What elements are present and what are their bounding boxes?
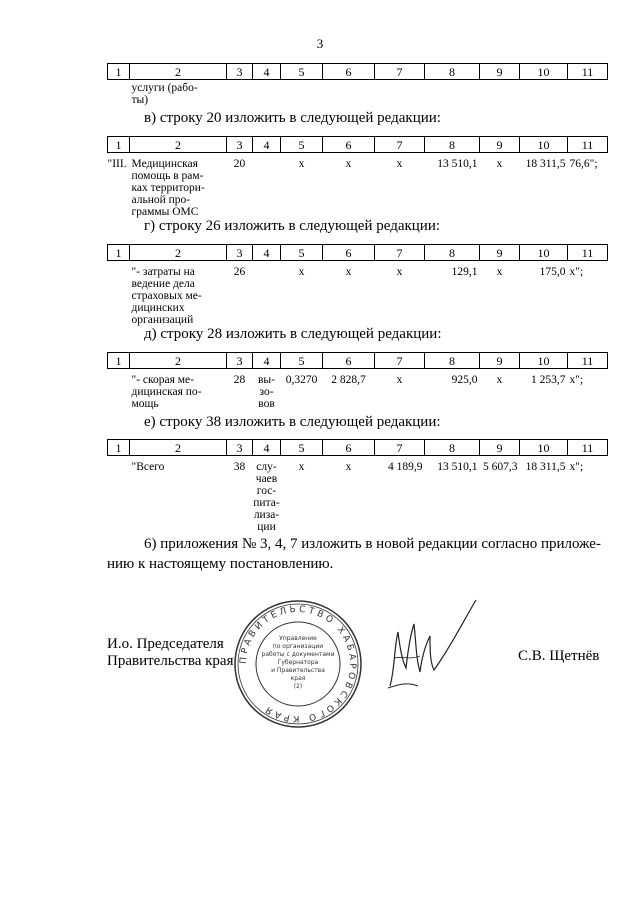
table-row bbox=[108, 153, 608, 219]
header-cell: 4 bbox=[253, 440, 281, 456]
cell-value: х bbox=[298, 461, 305, 473]
header-cell: 7 bbox=[375, 64, 425, 80]
header-cell: 2 bbox=[130, 245, 227, 261]
header-cell: 2 bbox=[130, 353, 227, 369]
header-cell: 10 bbox=[520, 64, 568, 80]
cell-unit: слу- чаев гос- пита- лиза- ции bbox=[253, 461, 280, 533]
header-cell: 1 bbox=[108, 440, 130, 456]
header-cell: 7 bbox=[375, 245, 425, 261]
header-cell: 10 bbox=[520, 245, 568, 261]
header-cell: 7 bbox=[375, 353, 425, 369]
signatory-title: И.о. Председателя Правительства края bbox=[107, 636, 234, 669]
header-cell: 9 bbox=[480, 353, 520, 369]
handwritten-signature-icon bbox=[380, 598, 480, 698]
cell-value: 18 311,5 bbox=[525, 158, 566, 170]
cell-value: х"; bbox=[569, 374, 584, 386]
table-header-row bbox=[108, 353, 608, 369]
header-cell: 4 bbox=[253, 64, 281, 80]
cell-value: 1 253,7 bbox=[531, 374, 566, 386]
header-cell: 9 bbox=[480, 64, 520, 80]
paragraph-v: в) строку 20 изложить в следующей редакции: bbox=[144, 110, 441, 126]
cell-value: 129,1 bbox=[451, 266, 478, 278]
header-cell: 11 bbox=[568, 137, 608, 153]
cell-value: х bbox=[396, 266, 403, 278]
cell-value: 13 510,1 bbox=[437, 461, 478, 473]
paragraph-e: е) строку 38 изложить в следующей редакции: bbox=[144, 414, 441, 430]
header-cell: 5 bbox=[281, 440, 323, 456]
header-cell: 11 bbox=[568, 245, 608, 261]
header-cell: 9 bbox=[480, 440, 520, 456]
header-cell: 5 bbox=[281, 137, 323, 153]
header-cell: 3 bbox=[227, 353, 253, 369]
cell-value: х bbox=[496, 158, 503, 170]
cell-name: "- скорая ме- дицинская по- мощь bbox=[131, 374, 202, 410]
cell-value: 5 607,3 bbox=[483, 461, 518, 473]
header-cell: 11 bbox=[568, 64, 608, 80]
page-number: 3 bbox=[316, 36, 324, 51]
cell-row-number: 28 bbox=[233, 374, 246, 386]
table-fragment-0 bbox=[107, 63, 608, 106]
cell-value: 18 311,5 bbox=[525, 461, 566, 473]
header-cell: 8 bbox=[425, 440, 480, 456]
svg-text:(2): (2) bbox=[293, 683, 303, 690]
cell-name: "- затраты на ведение дела страховых ме- дицинских организаций bbox=[131, 266, 202, 326]
header-cell: 9 bbox=[480, 245, 520, 261]
header-cell: 3 bbox=[227, 440, 253, 456]
cell-value: х bbox=[298, 266, 305, 278]
cell-value: 2 828,7 bbox=[331, 374, 366, 386]
header-cell: 5 bbox=[281, 64, 323, 80]
cell-unit bbox=[253, 153, 281, 219]
header-cell: 7 bbox=[375, 440, 425, 456]
table-row bbox=[108, 456, 608, 534]
svg-text:ПРАВИТЕЛЬСТВО ХАБАРОВСКОГО КРА: ПРАВИТЕЛЬСТВО ХАБАРОВСКОГО КРАЯ bbox=[238, 604, 358, 724]
cell-value: х bbox=[496, 374, 503, 386]
header-cell: 1 bbox=[108, 353, 130, 369]
header-cell: 10 bbox=[520, 353, 568, 369]
header-cell: 2 bbox=[130, 137, 227, 153]
table-row-38 bbox=[107, 439, 608, 533]
header-cell: 6 bbox=[323, 440, 375, 456]
table-row bbox=[108, 369, 608, 411]
paragraph-d: д) строку 28 изложить в следующей редакции: bbox=[144, 326, 442, 342]
header-cell: 8 bbox=[425, 137, 480, 153]
header-cell: 8 bbox=[425, 64, 480, 80]
cell-value: х bbox=[496, 266, 503, 278]
header-cell: 8 bbox=[425, 245, 480, 261]
cell-value: 925,0 bbox=[451, 374, 478, 386]
cell-name: услуги (рабо- ты) bbox=[131, 82, 198, 106]
table-header-row bbox=[108, 137, 608, 153]
header-cell: 8 bbox=[425, 353, 480, 369]
header-cell: 1 bbox=[108, 64, 130, 80]
paragraph-6: 6) приложения № 3, 4, 7 изложить в новой редакции согласно приложе- нию к настоящему постановлению. bbox=[107, 536, 601, 572]
header-cell: 4 bbox=[253, 137, 281, 153]
svg-text:Управление: Управление bbox=[279, 635, 317, 642]
header-cell: 6 bbox=[323, 64, 375, 80]
cell-value: х bbox=[298, 158, 305, 170]
header-cell: 2 bbox=[130, 440, 227, 456]
official-seal-icon bbox=[232, 598, 364, 730]
cell-value: х bbox=[396, 158, 403, 170]
cell-name: Медицинская помощь в рам- ках территори- альной про- граммы ОМС bbox=[131, 158, 205, 218]
cell-value: х"; bbox=[569, 266, 584, 278]
header-cell: 5 bbox=[281, 245, 323, 261]
svg-text:края: края bbox=[290, 675, 306, 682]
header-cell: 4 bbox=[253, 245, 281, 261]
cell-row-number: 20 bbox=[233, 158, 246, 170]
header-cell: 10 bbox=[520, 440, 568, 456]
cell-unit: вы- зо- вов bbox=[258, 374, 275, 410]
paragraph-g: г) строку 26 изложить в следующей редакции: bbox=[144, 218, 441, 234]
table-header-row bbox=[108, 245, 608, 261]
header-cell: 1 bbox=[108, 245, 130, 261]
header-cell: 5 bbox=[281, 353, 323, 369]
header-cell: 6 bbox=[323, 353, 375, 369]
header-cell: 9 bbox=[480, 137, 520, 153]
table-row bbox=[108, 80, 608, 107]
cell-section: "III. bbox=[107, 158, 127, 170]
table-row-28 bbox=[107, 352, 608, 410]
svg-text:Губернатора: Губернатора bbox=[277, 659, 319, 666]
header-cell: 1 bbox=[108, 137, 130, 153]
cell-value: х bbox=[396, 374, 403, 386]
cell-value: 0,3270 bbox=[285, 374, 318, 386]
table-header-row bbox=[108, 64, 608, 80]
header-cell: 7 bbox=[375, 137, 425, 153]
cell-value: 13 510,1 bbox=[437, 158, 478, 170]
header-cell: 10 bbox=[520, 137, 568, 153]
cell-row-number: 26 bbox=[233, 266, 246, 278]
signatory-name: С.В. Щетнёв bbox=[518, 648, 600, 664]
cell-value: 175,0 bbox=[539, 266, 566, 278]
cell-value: х bbox=[345, 461, 352, 473]
header-cell: 11 bbox=[568, 353, 608, 369]
table-row-26 bbox=[107, 244, 608, 326]
cell-name: "Всего bbox=[131, 461, 165, 473]
header-cell: 6 bbox=[323, 245, 375, 261]
header-cell: 3 bbox=[227, 137, 253, 153]
cell-value: 76,6"; bbox=[569, 158, 598, 170]
table-header-row bbox=[108, 440, 608, 456]
svg-text:и Правительства: и Правительства bbox=[271, 667, 325, 674]
cell-value: 4 189,9 bbox=[388, 461, 423, 473]
header-cell: 3 bbox=[227, 245, 253, 261]
cell-value: х bbox=[345, 158, 352, 170]
header-cell: 4 bbox=[253, 353, 281, 369]
svg-text:работы с документами: работы с документами bbox=[261, 651, 335, 658]
header-cell: 11 bbox=[568, 440, 608, 456]
cell-value: х bbox=[345, 266, 352, 278]
header-cell: 6 bbox=[323, 137, 375, 153]
header-cell: 3 bbox=[227, 64, 253, 80]
cell-unit bbox=[253, 261, 281, 327]
table-row bbox=[108, 261, 608, 327]
cell-row-number: 38 bbox=[233, 461, 246, 473]
svg-text:по организации: по организации bbox=[272, 643, 324, 650]
table-row-20 bbox=[107, 136, 608, 218]
cell-value: х"; bbox=[569, 461, 584, 473]
header-cell: 2 bbox=[130, 64, 227, 80]
